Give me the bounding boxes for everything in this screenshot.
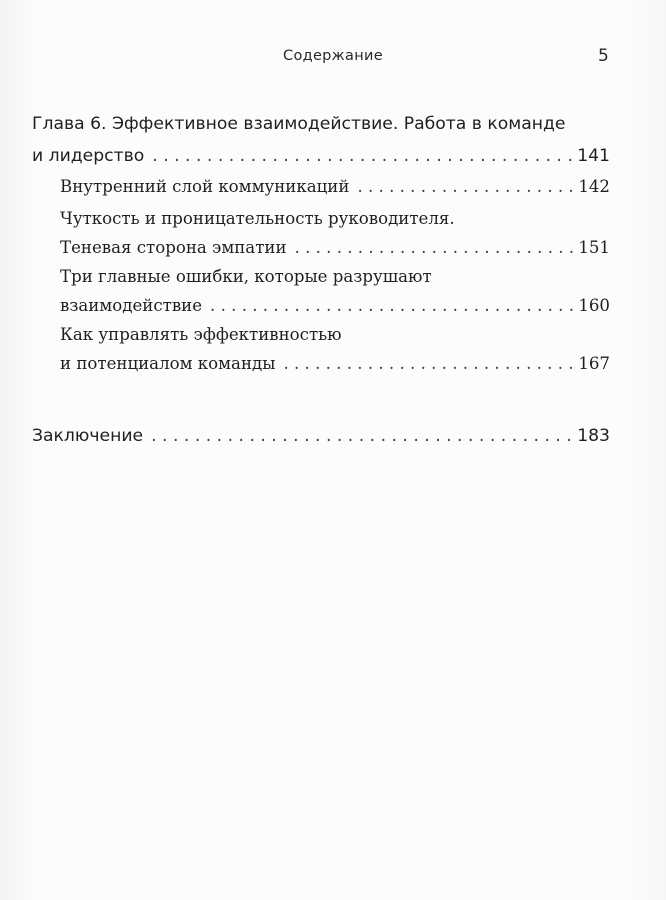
running-head-title: Содержание (283, 48, 383, 64)
toc-entry-section[interactable] (60, 320, 610, 378)
toc-entry-title-continued: и лидерство (32, 146, 145, 166)
toc-entry-title: Чуткость и проницательность руководителя. (60, 209, 455, 228)
toc-entry-title-continued: и потенциалом команды (60, 354, 276, 373)
toc-entry-title: Как управлять эффективностью (60, 325, 342, 344)
dot-leader (151, 420, 573, 452)
toc-entry-title-line (60, 320, 610, 349)
toc-entry-leader-line (60, 233, 610, 262)
dot-leader (357, 172, 574, 201)
dot-leader (283, 349, 574, 378)
dot-leader (295, 233, 575, 262)
toc-entry-section[interactable] (60, 172, 610, 201)
toc-page-number: 142 (578, 177, 610, 196)
toc-entry-title: Заключение (32, 426, 144, 446)
toc-page-number: 141 (577, 146, 610, 166)
toc-entry-title-line (60, 204, 610, 233)
toc-entry-conclusion[interactable] (32, 420, 610, 452)
toc-page-number: 183 (577, 426, 610, 446)
toc-entry-title: Три главные ошибки, которые разрушают (60, 267, 432, 286)
toc-page-number: 167 (578, 354, 610, 373)
toc-entry-title-line (60, 262, 610, 291)
toc-entry-title-continued: взаимодействие (60, 296, 203, 315)
toc-entry-section[interactable] (60, 204, 610, 262)
toc-entry-leader-line (32, 140, 610, 172)
toc-entry-leader-line (60, 291, 610, 320)
toc-entry-title: Внутренний слой коммуникаций (60, 177, 350, 196)
dot-leader (210, 291, 574, 320)
dot-leader (152, 140, 573, 172)
toc-entry-title-line (32, 108, 610, 140)
toc-page-number: 151 (578, 238, 610, 257)
toc-page-number: 160 (578, 296, 610, 315)
page-number: 5 (598, 46, 609, 66)
toc-entry-leader-line (60, 172, 610, 201)
toc-entry-title: Глава 6. Эффективное взаимодействие. Работа в команде (32, 114, 566, 134)
toc-entry-title-continued: Теневая сторона эмпатии (60, 238, 287, 257)
toc-entry-chapter-6[interactable] (32, 108, 610, 172)
toc-entry-leader-line (60, 349, 610, 378)
toc-entry-section[interactable] (60, 262, 610, 320)
toc-entry-leader-line (32, 420, 610, 452)
